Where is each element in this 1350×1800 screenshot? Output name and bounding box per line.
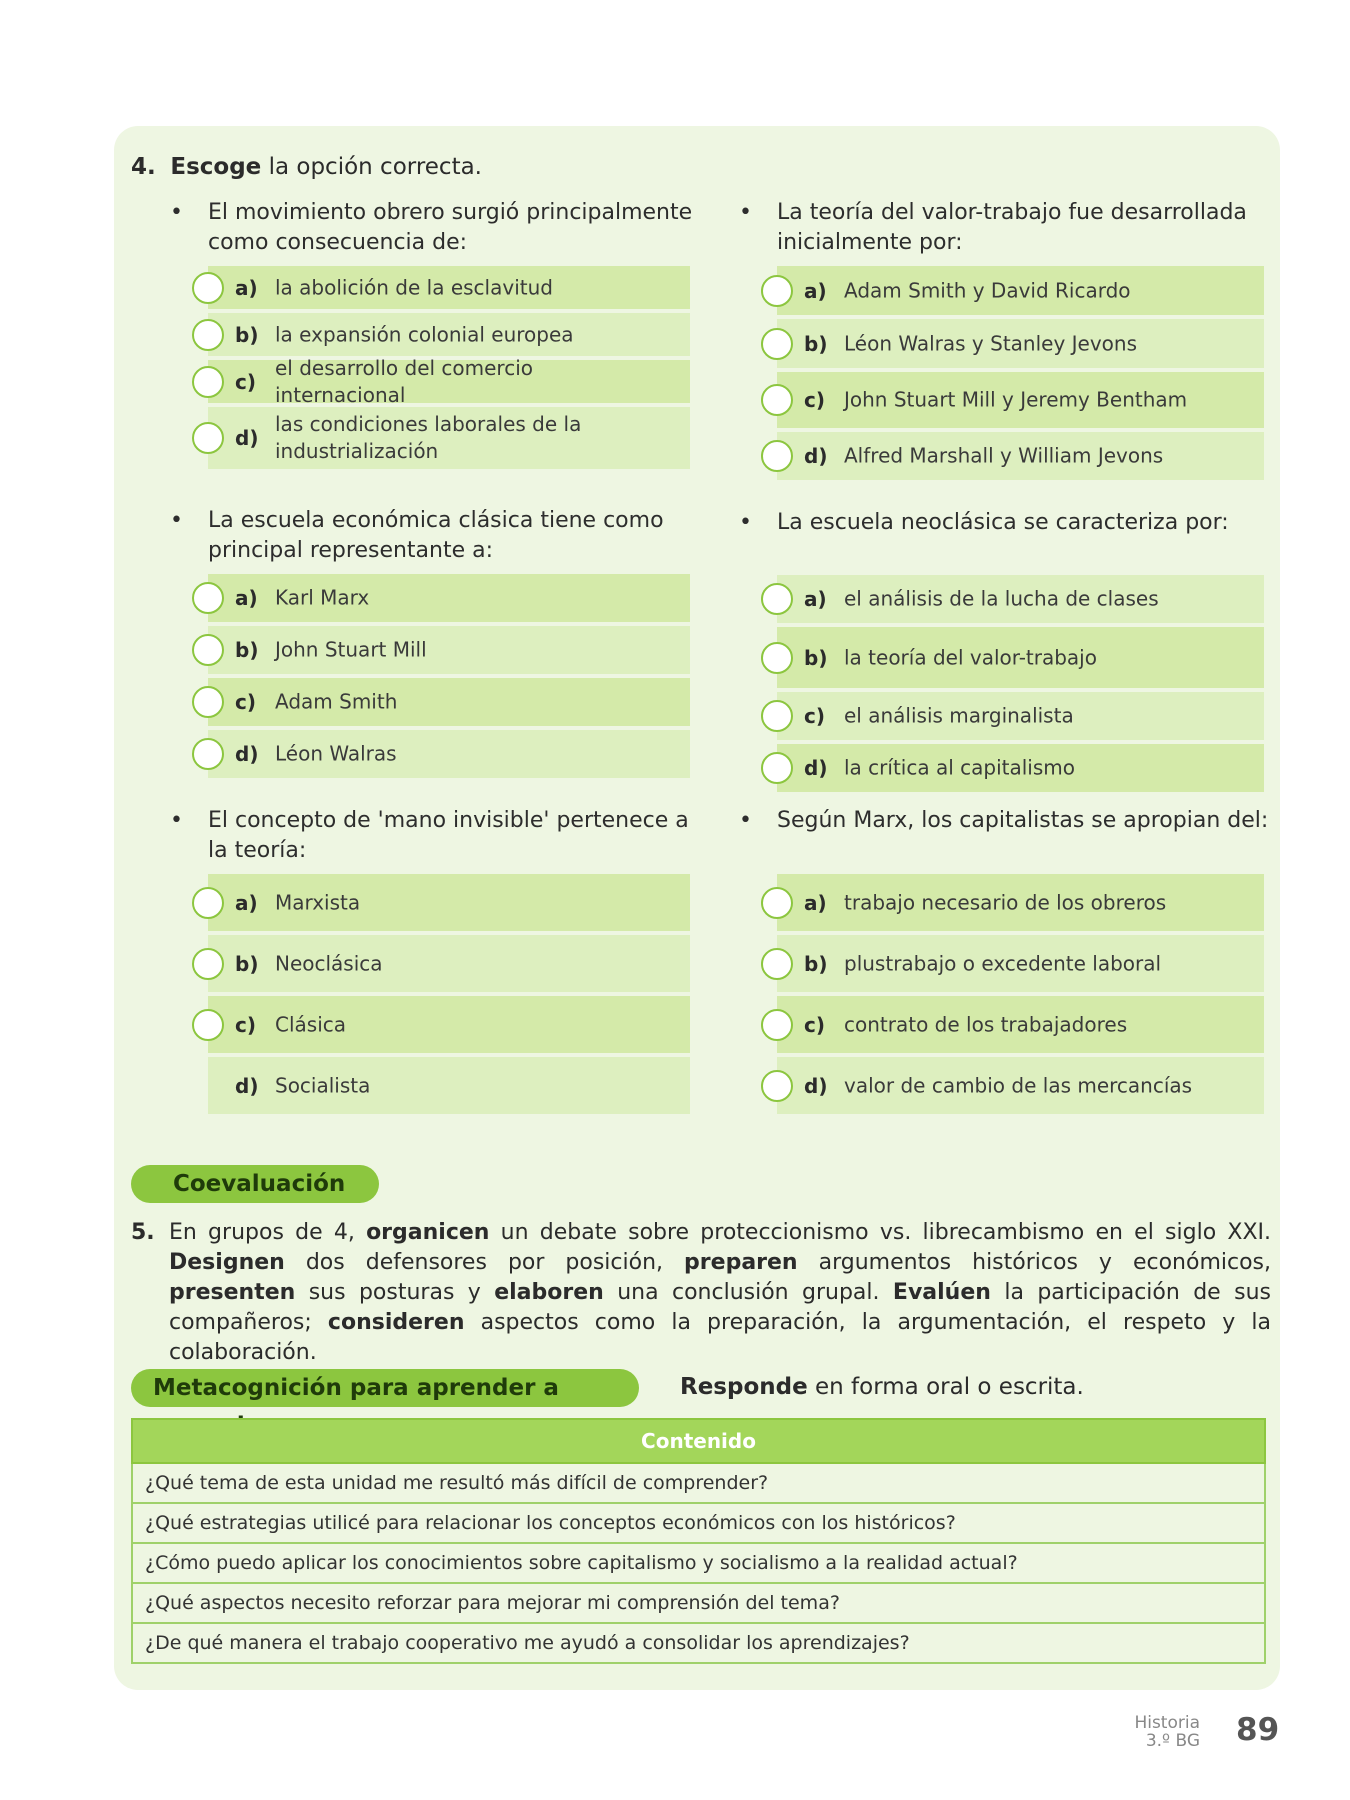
table-row: ¿De qué manera el trabajo cooperativo me ayudó a consolidar los aprendizajes? <box>132 1623 1265 1663</box>
option-d[interactable]: d) las condiciones laborales de la industrialización <box>192 407 690 469</box>
option-b[interactable]: b) Léon Walras y Stanley Jevons <box>761 319 1264 368</box>
option-b[interactable]: b) Neoclásica <box>192 935 690 992</box>
option-a[interactable]: a) la abolición de la esclavitud <box>192 266 690 309</box>
radio-circle[interactable] <box>761 328 793 360</box>
option-a[interactable]: a) el análisis de la lucha de clases <box>761 575 1264 623</box>
radio-circle[interactable] <box>192 366 224 398</box>
option-c[interactable]: c) Clásica <box>192 996 690 1053</box>
option-d[interactable]: d) la crítica al capitalismo <box>761 744 1264 792</box>
page-number: 89 <box>1236 1712 1280 1748</box>
table-row: ¿Cómo puedo aplicar los conocimientos sobre capitalismo y socialismo a la realidad actual? <box>132 1543 1265 1583</box>
option-d[interactable]: d) Socialista <box>192 1057 690 1114</box>
option-d[interactable]: d) Alfred Marshall y William Jevons <box>761 432 1264 480</box>
option-b[interactable]: b) la expansión colonial europea <box>192 313 690 356</box>
question-stem: • Según Marx, los capitalistas se apropian del: <box>739 808 1269 833</box>
radio-circle[interactable] <box>761 642 793 674</box>
question-verb: Escoge <box>170 154 262 180</box>
radio-circle[interactable] <box>192 887 224 919</box>
radio-circle[interactable] <box>192 582 224 614</box>
table-row: ¿Qué aspectos necesito reforzar para mejorar mi comprensión del tema? <box>132 1583 1265 1623</box>
question-number: 5. <box>131 1220 155 1245</box>
radio-circle[interactable] <box>761 700 793 732</box>
option-c[interactable]: c) John Stuart Mill y Jeremy Bentham <box>761 372 1264 428</box>
table-row: ¿Qué tema de esta unidad me resultó más difícil de comprender? <box>132 1463 1265 1503</box>
radio-circle[interactable] <box>192 738 224 770</box>
radio-circle[interactable] <box>192 686 224 718</box>
option-c[interactable]: c) contrato de los trabajadores <box>761 996 1264 1053</box>
option-c[interactable]: c) el análisis marginalista <box>761 692 1264 740</box>
radio-circle[interactable] <box>761 1009 793 1041</box>
radio-circle[interactable] <box>761 1070 793 1102</box>
radio-circle[interactable] <box>192 422 224 454</box>
question-4-heading <box>131 154 482 180</box>
coevaluacion-badge: Coevaluación <box>131 1165 379 1203</box>
radio-circle[interactable] <box>192 272 224 304</box>
radio-circle[interactable] <box>761 275 793 307</box>
option-a[interactable]: a) Adam Smith y David Ricardo <box>761 266 1264 315</box>
question-5-text: En grupos de 4, organicen un debate sobre proteccionismo vs. librecambismo en el siglo XXI. Designen dos defensores por posición, preparen argumentos históricos y económicos, presenten sus posturas y elaboren una conclusión grupal. Evalúen la participación de sus compañeros; consideren aspectos como la preparación, la argumentación, el respeto y la colaboración. <box>169 1220 1271 1365</box>
option-c[interactable]: c) el desarrollo del comercio internacional <box>192 360 690 403</box>
footer-subject: Historia 3.º BG <box>1134 1713 1200 1751</box>
option-d[interactable]: d) valor de cambio de las mercancías <box>761 1057 1264 1114</box>
radio-circle[interactable] <box>192 948 224 980</box>
metacognition-table <box>131 1418 1266 1664</box>
responde-instruction: Responde en forma oral o escrita. <box>680 1374 1084 1400</box>
radio-circle[interactable] <box>761 384 793 416</box>
metacognicion-badge: Metacognición para aprender a <box>131 1369 639 1407</box>
question-stem: • El movimiento obrero surgió principalmente como consecuencia de: <box>170 200 693 255</box>
radio-circle[interactable] <box>192 1009 224 1041</box>
radio-circle[interactable] <box>761 583 793 615</box>
option-a[interactable]: a) Marxista <box>192 874 690 931</box>
question-instruction: la opción correcta. <box>261 154 482 180</box>
table-header: Contenido <box>132 1419 1265 1463</box>
table-row: ¿Qué estrategias utilicé para relacionar los conceptos económicos con los históricos? <box>132 1503 1265 1543</box>
radio-circle[interactable] <box>761 887 793 919</box>
radio-circle[interactable] <box>761 752 793 784</box>
radio-circle[interactable] <box>761 440 793 472</box>
option-a[interactable]: a) Karl Marx <box>192 574 690 622</box>
question-stem: • La escuela neoclásica se caracteriza por: <box>739 510 1229 535</box>
option-c[interactable]: c) Adam Smith <box>192 678 690 726</box>
question-stem: • La escuela económica clásica tiene como principal representante a: <box>170 508 664 563</box>
option-d[interactable]: d) Léon Walras <box>192 730 690 778</box>
radio-circle[interactable] <box>192 634 224 666</box>
question-number: 4. <box>131 154 156 180</box>
question-stem: • El concepto de 'mano invisible' pertenece a la teoría: <box>170 808 689 863</box>
option-b[interactable]: b) plustrabajo o excedente laboral <box>761 935 1264 992</box>
option-b[interactable]: b) John Stuart Mill <box>192 626 690 674</box>
option-a[interactable]: a) trabajo necesario de los obreros <box>761 874 1264 931</box>
option-b[interactable]: b) la teoría del valor-trabajo <box>761 627 1264 688</box>
radio-circle[interactable] <box>192 319 224 351</box>
question-stem: • La teoría del valor-trabajo fue desarrollada inicialmente por: <box>739 200 1247 255</box>
radio-circle[interactable] <box>761 948 793 980</box>
question-5 <box>131 1218 1271 1368</box>
